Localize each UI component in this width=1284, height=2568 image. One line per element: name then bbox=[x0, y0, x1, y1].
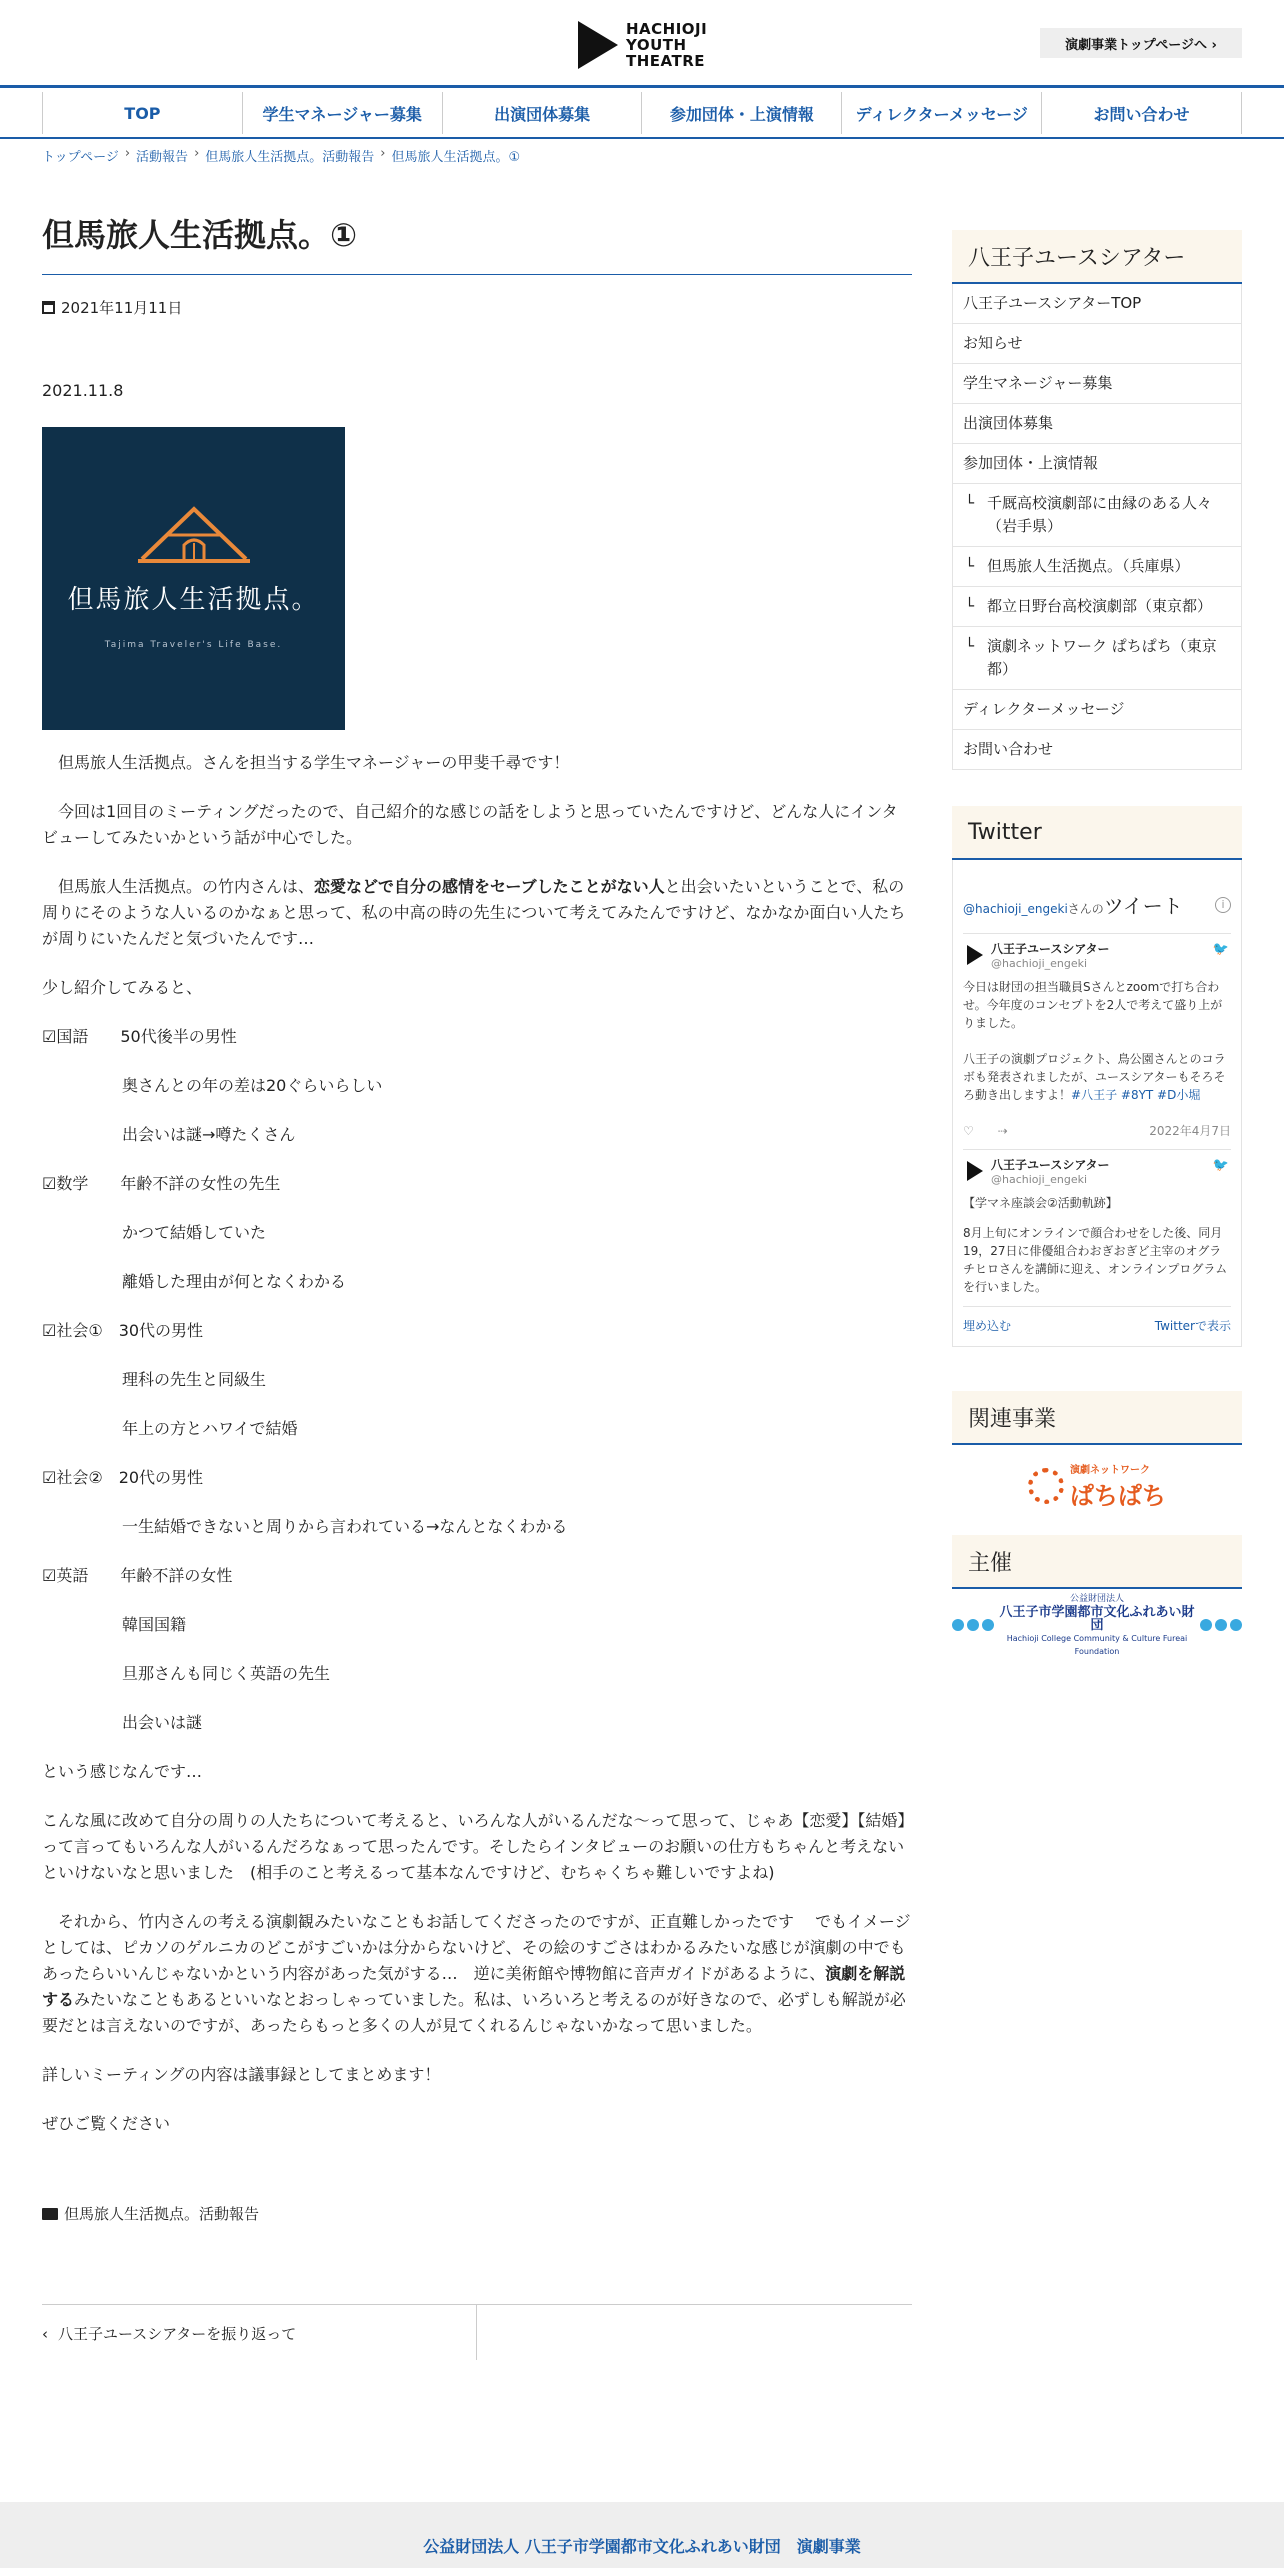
post-navigation bbox=[42, 2304, 912, 2360]
prev-post-link[interactable]: ‹ 八王子ユースシアターを振り返って bbox=[42, 2305, 477, 2360]
twitter-widget bbox=[952, 806, 1242, 1347]
list-detail: かつて結婚していた bbox=[122, 1223, 267, 1242]
sidebar-subitem[interactable]: └ 都立日野台高校演劇部（東京都） bbox=[953, 587, 1241, 627]
post-category bbox=[42, 2203, 912, 2224]
theatre-top-link[interactable]: 演劇事業トップページへ › bbox=[1040, 28, 1242, 58]
calendar-icon bbox=[42, 301, 55, 314]
sidebar-item[interactable]: 出演団体募集 bbox=[953, 404, 1241, 444]
sidebar-item[interactable]: 参加団体・上演情報 bbox=[953, 444, 1241, 484]
list-item: ☑英語 年齢不詳の女性 bbox=[42, 1566, 233, 1585]
nav-top[interactable]: TOP bbox=[42, 92, 243, 134]
tweet[interactable] bbox=[963, 1149, 1231, 1306]
twitter-widget-title: Twitter bbox=[952, 806, 1242, 860]
breadcrumb-home[interactable]: トップページ bbox=[42, 150, 119, 165]
info-icon[interactable]: i bbox=[1215, 897, 1231, 913]
chevron-right-icon: › bbox=[194, 146, 200, 161]
paragraph: 詳しいミーティングの内容は議事録としてまとめます！ bbox=[42, 2065, 441, 2084]
main-content bbox=[42, 210, 912, 2360]
list-detail: 理科の先生と同級生 bbox=[122, 1370, 267, 1389]
twitter-handle-link[interactable]: @hachioji_engeki bbox=[963, 902, 1068, 916]
folder-icon bbox=[42, 2208, 58, 2220]
timeline-footer bbox=[963, 1306, 1231, 1334]
tent-logo-icon bbox=[138, 505, 250, 565]
list-detail: 離婚した理由が何となくわかる bbox=[122, 1272, 347, 1291]
twitter-bird-icon: 🐦 bbox=[1212, 1158, 1229, 1173]
sidebar-subitem[interactable]: └ 但馬旅人生活拠点。（兵庫県） bbox=[953, 547, 1241, 587]
paragraph: ぜひご覧ください bbox=[42, 2114, 171, 2133]
paragraph: それから、竹内さんの考える演劇観みたいなこともお話してくださったのですが、正直難しかったです でもイメージとしては、ピカソのゲルニカのどこがすごいかは分からないけど、その絵のすごさはわかるみたいな感じが演劇の中でもあったらいいんじゃないかという内容があった気がする… 逆に美術館や博物館に音声ガイドがあるように、演劇を解説するみたいなこともあるといいなとおっしゃっていました。私は、いろいろと考えるのが好きなので、必ずしも解説が必要だとは言えないのですが、あったらもっと多くの人が見てくれるんじゃないかなって思いました。 bbox=[42, 1912, 911, 2035]
post-body bbox=[42, 378, 912, 2137]
eyecatch-image bbox=[42, 427, 345, 730]
global-nav bbox=[42, 92, 1242, 134]
tweet[interactable] bbox=[963, 933, 1231, 1149]
twitter-timeline bbox=[952, 860, 1242, 1347]
child-mark-icon: └ bbox=[965, 597, 975, 615]
list-detail: 韓国国籍 bbox=[122, 1615, 187, 1634]
breadcrumb-current: 但馬旅人生活拠点。① bbox=[391, 150, 521, 165]
dots-icon bbox=[1200, 1619, 1242, 1631]
post-date: 2021年11月11日 bbox=[42, 297, 912, 318]
twitter-bird-icon: 🐦 bbox=[1212, 942, 1229, 957]
list-item: ☑国語 50代後半の男性 bbox=[42, 1027, 237, 1046]
share-icon[interactable]: ⇢ bbox=[997, 1123, 1008, 1138]
child-mark-icon: └ bbox=[965, 637, 975, 655]
eyecatch-brand-en: Tajima Traveler's Life Base. bbox=[104, 640, 283, 650]
list-item: ☑数学 年齢不詳の女性の先生 bbox=[42, 1174, 281, 1193]
related-widget bbox=[952, 1391, 1242, 1527]
sidebar-subitem[interactable]: └ 演劇ネットワーク ぱちぱち（東京都） bbox=[953, 627, 1241, 690]
list-detail: 旦那さんも同じく英語の先生 bbox=[122, 1664, 331, 1683]
nav-divider bbox=[0, 137, 1284, 139]
sidebar-item[interactable]: 八王子ユースシアターTOP bbox=[953, 284, 1241, 324]
avatar bbox=[967, 1161, 983, 1181]
related-widget-title: 関連事業 bbox=[952, 1391, 1242, 1445]
host-widget-title: 主催 bbox=[952, 1535, 1242, 1589]
sidebar-item[interactable]: ディレクターメッセージ bbox=[953, 690, 1241, 730]
nav-performer-recruit[interactable]: 出演団体募集 bbox=[443, 92, 643, 134]
paragraph: という感じなんです… bbox=[42, 1762, 203, 1781]
list-detail: 奥さんとの年の差は20ぐらいらしい bbox=[122, 1076, 383, 1095]
list-item: ☑社会① 30代の男性 bbox=[42, 1321, 204, 1340]
avatar bbox=[967, 945, 983, 965]
sidebar-menu bbox=[952, 284, 1242, 770]
paragraph: こんな風に改めて自分の周りの人たちについて考えると、いろんな人がいるんだな～って思って、じゃあ【恋愛】【結婚】って言ってもいろんな人がいるんだろなぁって思ったんです。そしたらインタビューのお願いの仕方もちゃんと考えないといけないなと思いました (相手のこと考えるって基本なんですけど、むちゃくちゃ難しいですよね) bbox=[42, 1811, 906, 1882]
menu-widget-title: 八王子ユースシアター bbox=[952, 230, 1242, 284]
nav-student-manager[interactable]: 学生マネージャー募集 bbox=[243, 92, 443, 134]
foundation-banner[interactable]: 公益財団法人 八王子市学園都市文化ふれあい財団 Hachioji College Community & Culture Fureai Foundation bbox=[952, 1589, 1242, 1661]
tweet-account: 八王子ユースシアター @hachioji_engeki bbox=[963, 1156, 1231, 1186]
chevron-right-icon: › bbox=[380, 146, 386, 161]
page-title: 但馬旅人生活拠点。① bbox=[42, 210, 912, 275]
list-detail: 一生結婚できないと周りから言われている→なんとなくわかる bbox=[122, 1517, 568, 1536]
list-detail: 出会いは謎 bbox=[122, 1713, 203, 1732]
host-widget bbox=[952, 1535, 1242, 1661]
list-item: ☑社会② 20代の男性 bbox=[42, 1468, 204, 1487]
breadcrumb-category[interactable]: 但馬旅人生活拠点。活動報告 bbox=[205, 150, 375, 165]
tweet-date[interactable]: 2022年4月7日 bbox=[1149, 1124, 1231, 1138]
breadcrumb-reports[interactable]: 活動報告 bbox=[136, 150, 189, 165]
entry-date: 2021.11.8 bbox=[42, 381, 124, 400]
nav-participants[interactable]: 参加団体・上演情報 bbox=[642, 92, 842, 134]
sidebar-item[interactable]: お問い合わせ bbox=[953, 730, 1241, 770]
child-mark-icon: └ bbox=[965, 494, 975, 512]
teacher-list bbox=[42, 1024, 912, 1736]
chevron-right-icon: › bbox=[124, 146, 131, 161]
pachipachi-banner[interactable]: 演劇ネットワーク ぱちぱち bbox=[952, 1445, 1242, 1527]
tweet-actions bbox=[963, 1122, 1231, 1139]
sidebar-item[interactable]: お知らせ bbox=[953, 324, 1241, 364]
paragraph: 但馬旅人生活拠点。さんを担当する学生マネージャーの甲斐千尋です！ bbox=[42, 753, 570, 772]
chevron-left-icon: ‹ bbox=[42, 2324, 48, 2343]
site-footer bbox=[0, 2502, 1284, 2568]
tweet-text: 【学マネ座談会②活動軌跡】 8月上旬にオンラインで顔合わせをした後、同月19，27日に俳優組合わおぎおぎど主宰のオグラチヒロさんを講師に迎え、オンラインプログラムを行いました。 bbox=[963, 1196, 1228, 1294]
nav-director-message[interactable]: ディレクターメッセージ bbox=[842, 92, 1042, 134]
dots-icon bbox=[952, 1619, 994, 1631]
timeline-header: @hachioji_engekiさんのツイート i bbox=[963, 890, 1231, 919]
embed-link[interactable]: 埋め込む bbox=[963, 1319, 1012, 1333]
sidebar-item[interactable]: 学生マネージャー募集 bbox=[953, 364, 1241, 404]
site-header bbox=[0, 0, 1284, 88]
logo-text: HACHIOJI YOUTH THEATRE bbox=[626, 20, 708, 70]
paragraph: 今回は1回目のミーティングだったので、自己紹介的な感じの話をしようと思っていたんですけど、どんな人にインタビューしてみたいかという話が中心でした。 bbox=[42, 802, 898, 847]
breadcrumb bbox=[42, 146, 520, 165]
view-on-twitter-link[interactable]: Twitterで表示 bbox=[1154, 1319, 1231, 1333]
sun-icon bbox=[1028, 1468, 1064, 1504]
sidebar-subitem[interactable]: └ 千厩高校演劇部に由縁のある人々（岩手県） bbox=[953, 484, 1241, 547]
tweet-account: 八王子ユースシアター @hachioji_engeki bbox=[963, 940, 1231, 970]
paragraph: 但馬旅人生活拠点。の竹内さんは、恋愛などで自分の感情をセーブしたことがない人と出会いたいということで、私の周りにそのような人いるのかなぁと思って、私の中高の時の先生について考えてみたんですけど、なかなか面白い人たちが周りにいたんだと気づいたんです… bbox=[42, 877, 906, 948]
paragraph: 少し紹介してみると、 bbox=[42, 978, 203, 997]
nav-contact[interactable]: お問い合わせ bbox=[1042, 92, 1242, 134]
list-detail: 年上の方とハワイで結婚 bbox=[122, 1419, 298, 1438]
footer-text: 公益財団法人 八王子市学園都市文化ふれあい財団 演劇事業 bbox=[423, 2536, 861, 2556]
tweet-text: 今日は財団の担当職員Sさんとzoomで打ち合わせ。今年度のコンセプトを2人で考えて盛り上がりました。 八王子の演劇プロジェクト、鳥公園さんとのコラボも発表されましたが、ユースシアターもそろそろ動き出しますよ！#八王子 #8YT #D小堀 bbox=[963, 980, 1226, 1102]
list-detail: 出会いは謎→噂たくさん bbox=[122, 1125, 296, 1144]
eyecatch-brand: 但馬旅人生活拠点。 bbox=[67, 585, 320, 615]
sidebar bbox=[952, 230, 1242, 1661]
site-logo[interactable] bbox=[578, 20, 707, 70]
play-logo-icon bbox=[578, 21, 618, 69]
like-icon[interactable]: ♡ bbox=[963, 1123, 974, 1138]
category-link[interactable]: 但馬旅人生活拠点。活動報告 bbox=[64, 2205, 260, 2223]
child-mark-icon: └ bbox=[965, 557, 975, 575]
